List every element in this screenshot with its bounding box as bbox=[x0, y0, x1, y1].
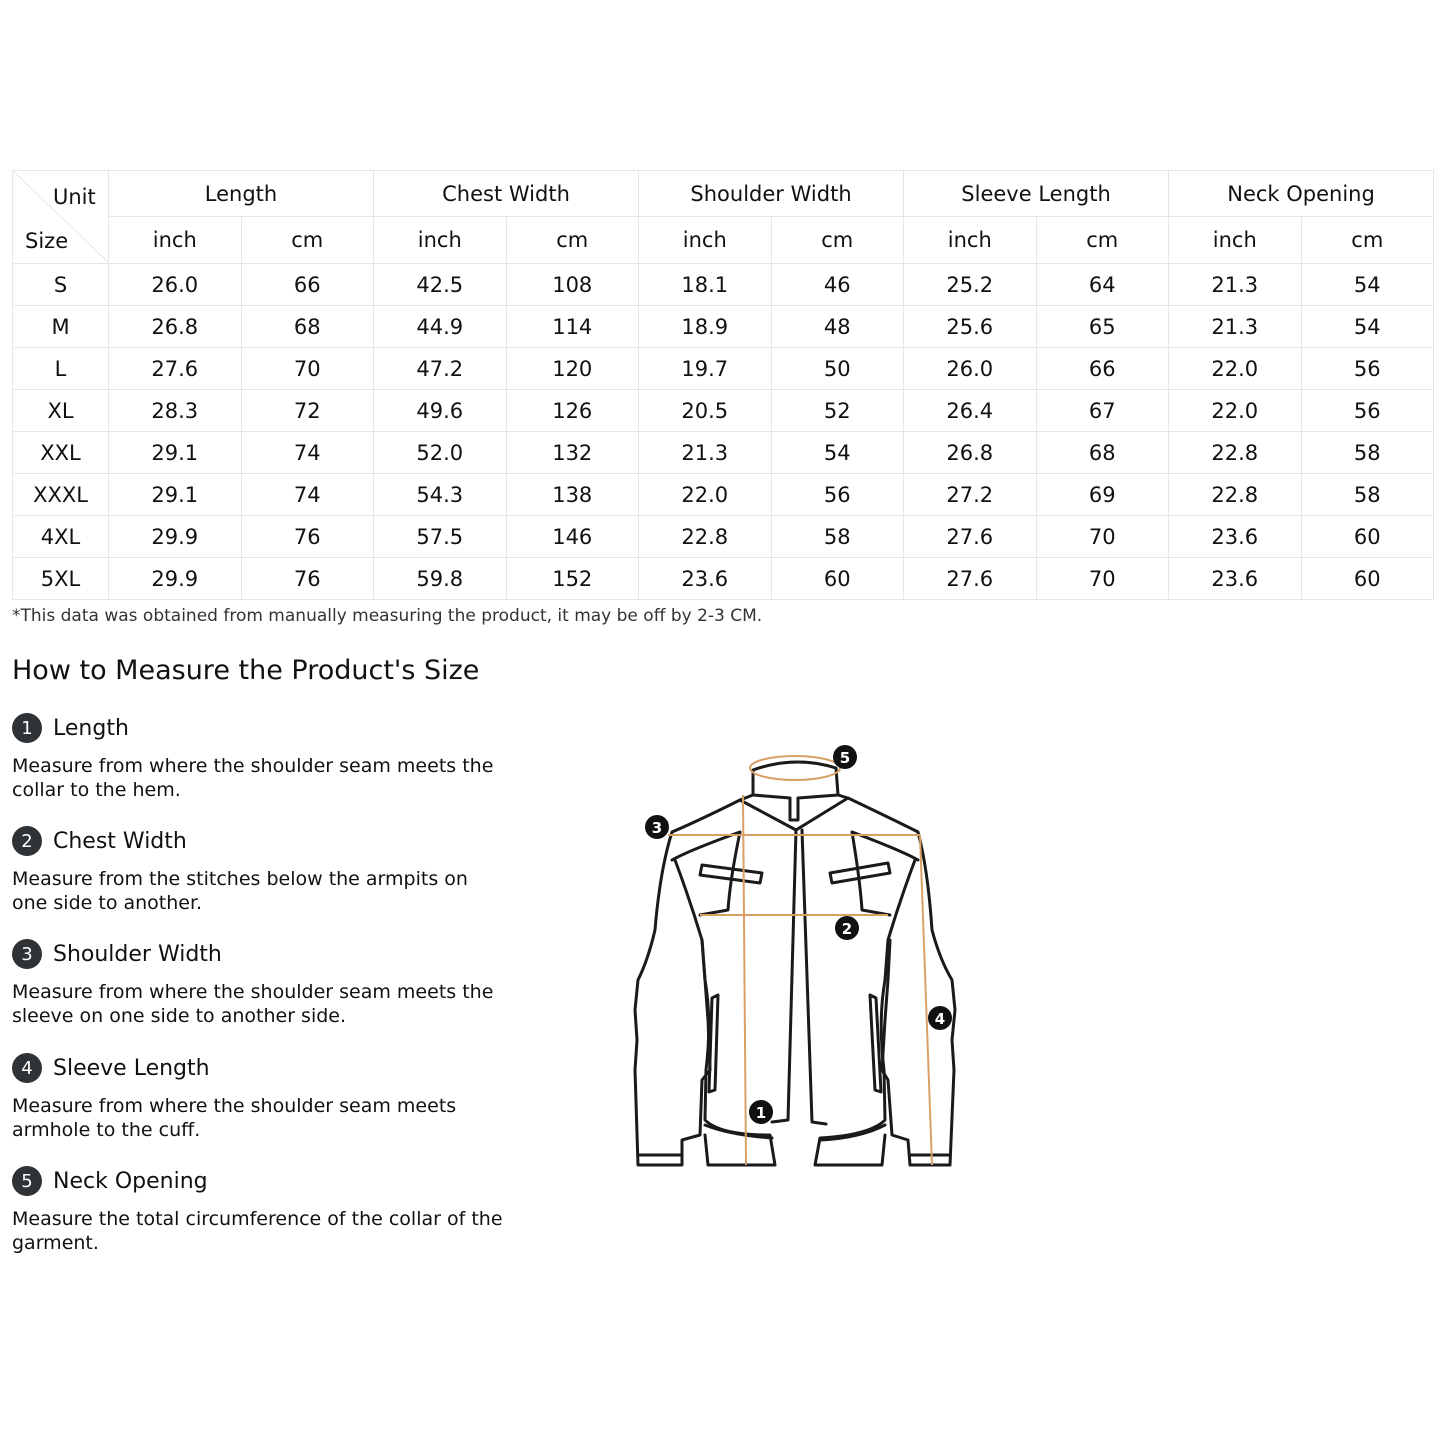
value-cell: 27.6 bbox=[904, 558, 1037, 600]
value-cell: 49.6 bbox=[374, 390, 507, 432]
svg-text:2: 2 bbox=[841, 920, 853, 938]
step-length bbox=[12, 712, 512, 802]
header-neck-opening: Neck Opening bbox=[1169, 171, 1434, 217]
value-cell: 76 bbox=[241, 516, 374, 558]
unit-header: cm bbox=[1301, 217, 1434, 264]
value-cell: 59.8 bbox=[374, 558, 507, 600]
size-table-body bbox=[13, 264, 1434, 600]
value-cell: 120 bbox=[506, 348, 639, 390]
marker-5-icon bbox=[833, 745, 857, 769]
value-cell: 18.1 bbox=[639, 264, 772, 306]
value-cell: 22.0 bbox=[1169, 348, 1302, 390]
value-cell: 68 bbox=[241, 306, 374, 348]
value-cell: 20.5 bbox=[639, 390, 772, 432]
header-length: Length bbox=[109, 171, 374, 217]
value-cell: 23.6 bbox=[1169, 558, 1302, 600]
value-cell: 58 bbox=[1301, 432, 1434, 474]
value-cell: 65 bbox=[1036, 306, 1169, 348]
value-cell: 138 bbox=[506, 474, 639, 516]
value-cell: 60 bbox=[1301, 558, 1434, 600]
marker-1-icon bbox=[749, 1100, 773, 1124]
unit-header: cm bbox=[771, 217, 904, 264]
value-cell: 48 bbox=[771, 306, 904, 348]
table-row bbox=[13, 264, 1434, 306]
size-cell: XXXL bbox=[13, 474, 109, 516]
value-cell: 67 bbox=[1036, 390, 1169, 432]
step-sleeve-length bbox=[12, 1052, 512, 1142]
table-row bbox=[13, 348, 1434, 390]
size-chart-table bbox=[12, 170, 1434, 600]
header-shoulder-width: Shoulder Width bbox=[639, 171, 904, 217]
table-row bbox=[13, 432, 1434, 474]
value-cell: 54 bbox=[1301, 306, 1434, 348]
value-cell: 44.9 bbox=[374, 306, 507, 348]
value-cell: 72 bbox=[241, 390, 374, 432]
value-cell: 132 bbox=[506, 432, 639, 474]
marker-4-icon bbox=[928, 1006, 952, 1030]
value-cell: 47.2 bbox=[374, 348, 507, 390]
marker-2-icon bbox=[835, 916, 859, 940]
value-cell: 27.2 bbox=[904, 474, 1037, 516]
value-cell: 74 bbox=[241, 432, 374, 474]
size-cell: S bbox=[13, 264, 109, 306]
value-cell: 58 bbox=[771, 516, 904, 558]
value-cell: 52.0 bbox=[374, 432, 507, 474]
unit-header: inch bbox=[904, 217, 1037, 264]
step-number-3-icon: 3 bbox=[12, 939, 42, 969]
step-title: Sleeve Length bbox=[53, 1055, 210, 1081]
value-cell: 50 bbox=[771, 348, 904, 390]
value-cell: 23.6 bbox=[639, 558, 772, 600]
value-cell: 69 bbox=[1036, 474, 1169, 516]
value-cell: 114 bbox=[506, 306, 639, 348]
value-cell: 152 bbox=[506, 558, 639, 600]
value-cell: 56 bbox=[1301, 348, 1434, 390]
table-row bbox=[13, 558, 1434, 600]
value-cell: 29.1 bbox=[109, 474, 242, 516]
measurement-note: *This data was obtained from manually measuring the product, it may be off by 2-3 CM. bbox=[12, 606, 763, 626]
value-cell: 57.5 bbox=[374, 516, 507, 558]
header-chest-width: Chest Width bbox=[374, 171, 639, 217]
value-cell: 70 bbox=[241, 348, 374, 390]
howto-title: How to Measure the Product's Size bbox=[12, 655, 480, 686]
marker-3-icon bbox=[645, 815, 669, 839]
step-chest-width bbox=[12, 825, 512, 915]
value-cell: 26.8 bbox=[904, 432, 1037, 474]
step-number-2-icon: 2 bbox=[12, 826, 42, 856]
step-description: Measure the total circumference of the collar of the garment. bbox=[12, 1208, 503, 1254]
corner-size-label: Size bbox=[25, 229, 69, 253]
value-cell: 21.3 bbox=[1169, 306, 1302, 348]
unit-header: inch bbox=[1169, 217, 1302, 264]
value-cell: 22.8 bbox=[1169, 474, 1302, 516]
value-cell: 22.0 bbox=[639, 474, 772, 516]
step-title: Shoulder Width bbox=[53, 941, 222, 967]
value-cell: 26.0 bbox=[109, 264, 242, 306]
svg-text:1: 1 bbox=[755, 1104, 767, 1122]
table-row bbox=[13, 390, 1434, 432]
unit-size-corner-cell bbox=[13, 171, 109, 264]
step-neck-opening bbox=[12, 1165, 512, 1255]
value-cell: 58 bbox=[1301, 474, 1434, 516]
unit-header: inch bbox=[374, 217, 507, 264]
unit-header: inch bbox=[639, 217, 772, 264]
size-cell: M bbox=[13, 306, 109, 348]
header-sleeve-length: Sleeve Length bbox=[904, 171, 1169, 217]
value-cell: 29.9 bbox=[109, 516, 242, 558]
value-cell: 22.8 bbox=[1169, 432, 1302, 474]
svg-text:4: 4 bbox=[934, 1010, 946, 1028]
value-cell: 29.1 bbox=[109, 432, 242, 474]
step-number-4-icon: 4 bbox=[12, 1053, 42, 1083]
value-cell: 60 bbox=[771, 558, 904, 600]
value-cell: 26.8 bbox=[109, 306, 242, 348]
step-description: Measure from the stitches below the armpits on one side to another. bbox=[12, 868, 468, 914]
svg-text:3: 3 bbox=[651, 819, 663, 837]
value-cell: 70 bbox=[1036, 516, 1169, 558]
step-title: Length bbox=[53, 715, 129, 741]
table-row bbox=[13, 516, 1434, 558]
size-cell: 4XL bbox=[13, 516, 109, 558]
step-number-1-icon: 1 bbox=[12, 713, 42, 743]
step-description: Measure from where the shoulder seam meets the collar to the hem. bbox=[12, 755, 494, 801]
value-cell: 60 bbox=[1301, 516, 1434, 558]
unit-header: cm bbox=[1036, 217, 1169, 264]
svg-text:5: 5 bbox=[839, 749, 851, 767]
value-cell: 21.3 bbox=[1169, 264, 1302, 306]
size-cell: 5XL bbox=[13, 558, 109, 600]
value-cell: 56 bbox=[771, 474, 904, 516]
value-cell: 76 bbox=[241, 558, 374, 600]
value-cell: 22.8 bbox=[639, 516, 772, 558]
value-cell: 18.9 bbox=[639, 306, 772, 348]
size-cell: XXL bbox=[13, 432, 109, 474]
value-cell: 52 bbox=[771, 390, 904, 432]
value-cell: 27.6 bbox=[904, 516, 1037, 558]
value-cell: 146 bbox=[506, 516, 639, 558]
value-cell: 74 bbox=[241, 474, 374, 516]
step-description: Measure from where the shoulder seam meets the sleeve on one side to another side. bbox=[12, 981, 494, 1027]
value-cell: 25.2 bbox=[904, 264, 1037, 306]
size-cell: L bbox=[13, 348, 109, 390]
value-cell: 64 bbox=[1036, 264, 1169, 306]
value-cell: 25.6 bbox=[904, 306, 1037, 348]
step-number-5-icon: 5 bbox=[12, 1166, 42, 1196]
corner-unit-label: Unit bbox=[53, 185, 96, 209]
value-cell: 29.9 bbox=[109, 558, 242, 600]
unit-header: cm bbox=[241, 217, 374, 264]
value-cell: 56 bbox=[1301, 390, 1434, 432]
value-cell: 26.4 bbox=[904, 390, 1037, 432]
value-cell: 26.0 bbox=[904, 348, 1037, 390]
step-shoulder-width bbox=[12, 938, 512, 1028]
value-cell: 126 bbox=[506, 390, 639, 432]
unit-header: cm bbox=[506, 217, 639, 264]
value-cell: 23.6 bbox=[1169, 516, 1302, 558]
value-cell: 54 bbox=[1301, 264, 1434, 306]
value-cell: 54.3 bbox=[374, 474, 507, 516]
value-cell: 28.3 bbox=[109, 390, 242, 432]
jacket-measure-diagram-icon bbox=[620, 740, 970, 1180]
size-cell: XL bbox=[13, 390, 109, 432]
unit-header: inch bbox=[109, 217, 242, 264]
value-cell: 27.6 bbox=[109, 348, 242, 390]
value-cell: 68 bbox=[1036, 432, 1169, 474]
value-cell: 66 bbox=[1036, 348, 1169, 390]
value-cell: 21.3 bbox=[639, 432, 772, 474]
value-cell: 66 bbox=[241, 264, 374, 306]
value-cell: 54 bbox=[771, 432, 904, 474]
step-title: Neck Opening bbox=[53, 1168, 208, 1194]
value-cell: 22.0 bbox=[1169, 390, 1302, 432]
step-description: Measure from where the shoulder seam meets armhole to the cuff. bbox=[12, 1095, 457, 1141]
value-cell: 42.5 bbox=[374, 264, 507, 306]
value-cell: 46 bbox=[771, 264, 904, 306]
value-cell: 70 bbox=[1036, 558, 1169, 600]
value-cell: 108 bbox=[506, 264, 639, 306]
value-cell: 19.7 bbox=[639, 348, 772, 390]
table-row bbox=[13, 306, 1434, 348]
table-row bbox=[13, 474, 1434, 516]
step-title: Chest Width bbox=[53, 828, 187, 854]
